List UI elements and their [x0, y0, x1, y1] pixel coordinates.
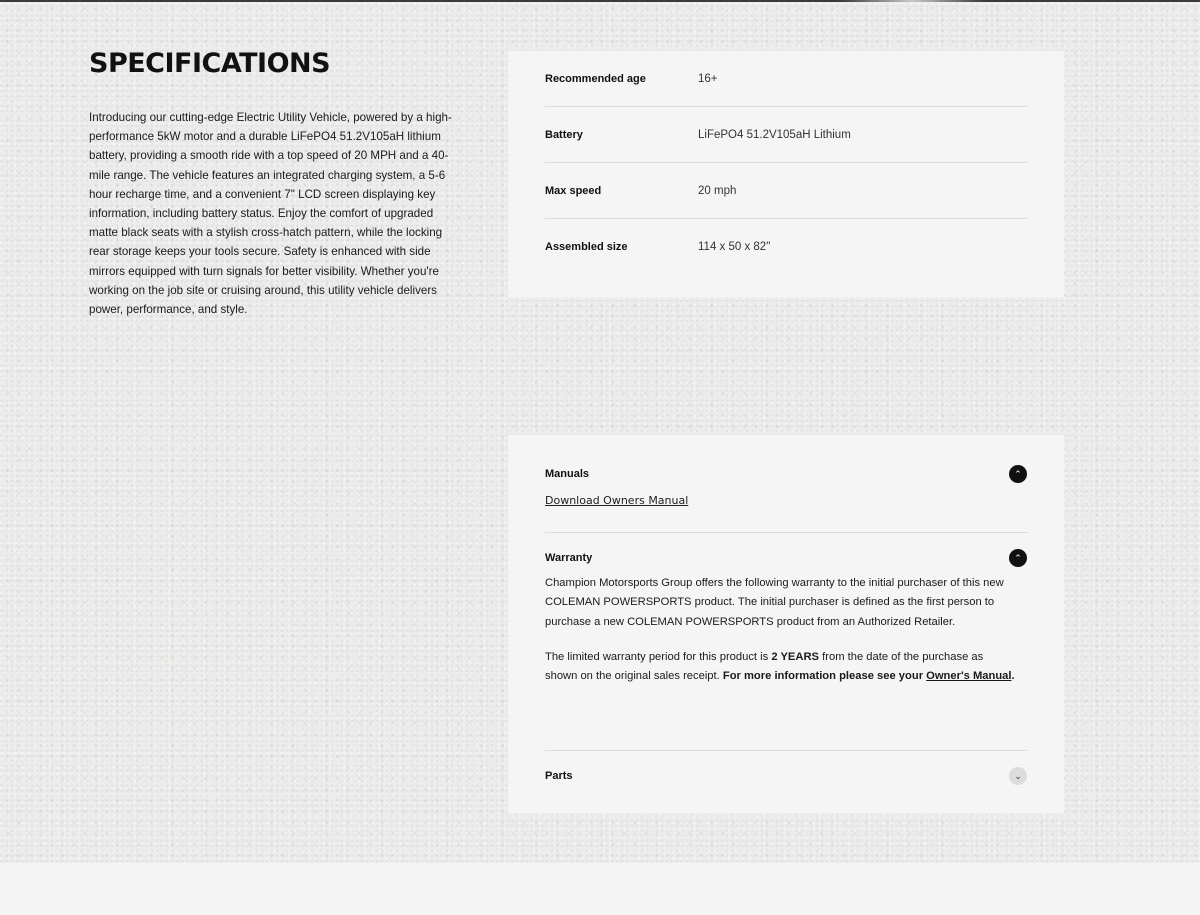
- warranty-period: 2 YEARS: [771, 650, 820, 663]
- accordion-title: Warranty: [545, 552, 593, 564]
- accordion-header-warranty[interactable]: [545, 547, 1027, 569]
- spec-label: Assembled size: [545, 241, 628, 253]
- accordion-section-warranty: [545, 533, 1027, 751]
- accordion-section-manuals: [545, 435, 1027, 533]
- accordion-title: Parts: [545, 770, 573, 782]
- accordion-header-parts[interactable]: [545, 765, 1027, 787]
- accordion: [508, 435, 1064, 813]
- spec-value: 114 x 50 x 82": [698, 241, 771, 253]
- accordion-title: Manuals: [545, 468, 590, 480]
- spec-label: Battery: [545, 128, 583, 141]
- page-title: SPECIFICATIONS: [89, 48, 331, 79]
- warranty-text: The limited warranty period for this product is: [545, 650, 772, 663]
- owners-manual-link[interactable]: Owner's Manual: [926, 670, 1012, 683]
- footer-band: [0, 863, 1200, 915]
- product-description: Introducing our cutting-edge Electric Utility Vehicle, powered by a high-performance 5kW motor and a durable LiFePO4 51.2V105aH lithium battery, providing a smooth ride with a top speed of 20 MPH and a 40-mile range. The vehicle features an integrated charging system, a 5-6 hour recharge time, and a convenient 7" LCD screen displaying key information, including battery status. Enjoy the comfort of upgraded matte black seats with a stylish cross-hatch pattern, while the locking rear storage keeps your tools secure. Safety is enhanced with side mirrors equipped with turn signals for better visibility. Whether you're working on the job site or cruising around, this utility vehicle delivers power, performance, and style.: [89, 111, 452, 317]
- chevron-up-icon[interactable]: ⌃: [1009, 549, 1027, 567]
- spec-label: Max speed: [545, 184, 602, 197]
- chevron-up-icon[interactable]: ⌃: [1009, 465, 1027, 483]
- spec-value: 20 mph: [698, 184, 737, 197]
- spec-table: [508, 51, 1064, 297]
- accordion-header-manuals[interactable]: [545, 463, 1027, 485]
- chevron-down-icon[interactable]: ⌄: [1009, 767, 1027, 785]
- spec-value: LiFePO4 51.2V105aH Lithium: [698, 128, 851, 141]
- warranty-more-info: For more information please see your: [722, 670, 927, 683]
- spec-value: 16+: [698, 72, 718, 85]
- warranty-text: from the date of the purchase as shown on the original sales receipt.: [545, 650, 984, 683]
- warranty-paragraph-1: Champion Motorsports Group offers the following warranty to the initial purchaser of this new COLEMAN POWERSPORTS product. The initial purchaser is defined as the first person to purchase a new COLEMAN POWERSPORTS product from an Authorized Retailer.: [545, 577, 1004, 628]
- warranty-paragraph-2: [545, 648, 1015, 687]
- download-owners-manual-link[interactable]: Download Owners Manual: [545, 494, 689, 507]
- spec-row-assembled-size: [545, 219, 1027, 275]
- warranty-period-end: .: [1011, 670, 1015, 683]
- spec-label: Recommended age: [545, 72, 646, 85]
- spec-row-max-speed: [545, 163, 1027, 219]
- accordion-section-parts: [545, 751, 1027, 787]
- spec-row-battery: [545, 107, 1027, 163]
- spec-row-recommended-age: [545, 51, 1027, 107]
